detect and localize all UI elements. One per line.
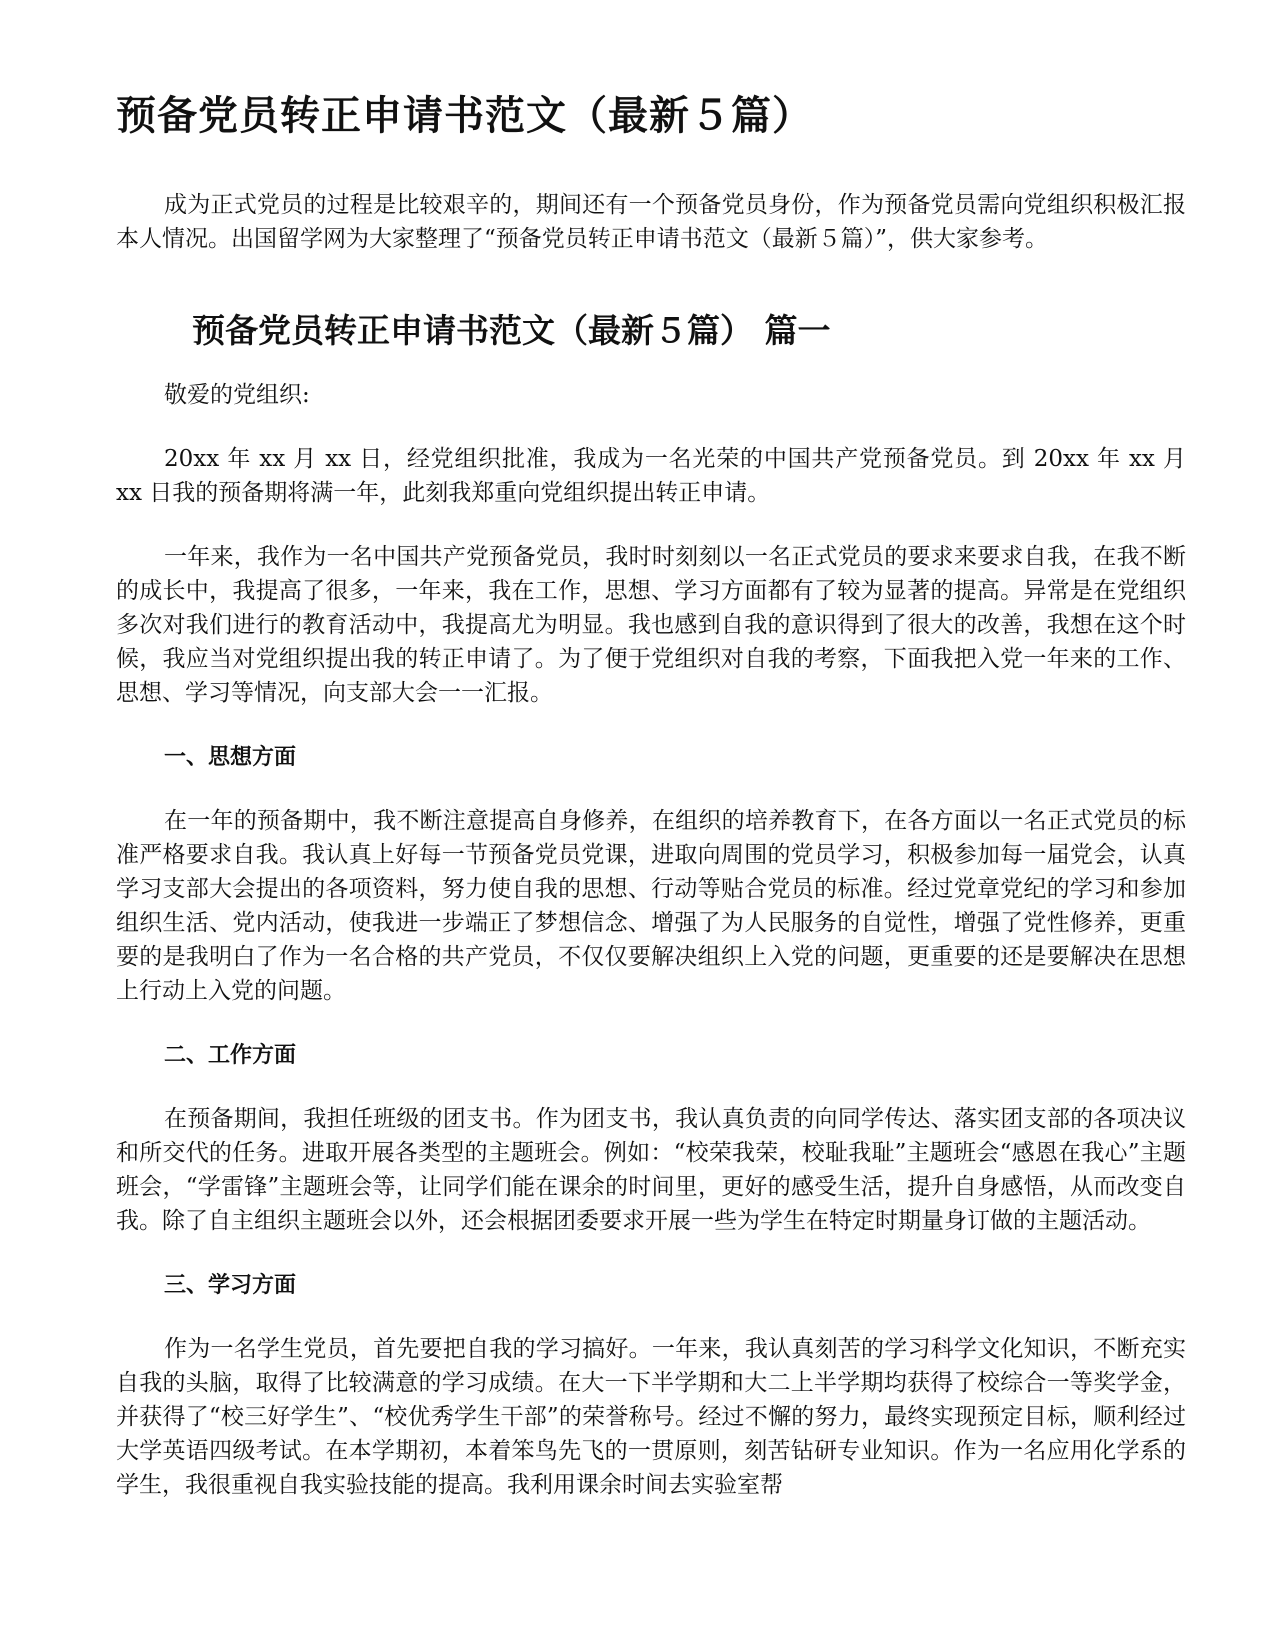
intro-paragraph: 成为正式党员的过程是比较艰辛的，期间还有一个预备党员身份，作为预备党员需向党组织积极汇报本人情况。出国留学网为大家整理了“预备党员转正申请书范文（最新５篇）”，供大家参考。 — [116, 192, 1186, 252]
body-paragraph: 在一年的预备期中，我不断注意提高自身修养，在组织的培养教育下，在各方面以一名正式党员的标准严格要求自我。我认真上好每一节预备党员党课，进取向周围的党员学习，积极参加每一届党会，认真学习支部大会提出的各项资料，努力使自我的思想、行动等贴合党员的标准。经过党章党纪的学习和参加组织生活、党内活动，使我进一步端正了梦想信念、增强了为人民服务的自觉性，增强了党性修养，更重要的是我明白了作为一名合格的共产党员，不仅仅要解决组织上入党的问题，更重要的还是要解决在思想上行动上入党的问题。 — [116, 808, 1186, 1004]
subheading-thought: 一、思想方面 — [164, 744, 297, 770]
body-paragraph: 作为一名学生党员，首先要把自我的学习搞好。一年来，我认真刻苦的学习科学文化知识，不断充实自我的头脑，取得了比较满意的学习成绩。在大一下半学期和大二上半学期均获得了校综合一等奖学金，并获得了“校三好学生”、“校优秀学生干部”的荣誉称号。经过不懈的努力，最终实现预定目标，顺利经过大学英语四级考试。在本学期初，本着笨鸟先飞的一贯原则，刻苦钻研专业知识。作为一名应用化学系的学生，我很重视自我实验技能的提高。我利用课余时间去实验室帮 — [116, 1336, 1186, 1498]
salutation: 敬爱的党组织: — [164, 382, 310, 408]
body-paragraph: 20xx 年 xx 月 xx 日，经党组织批准，我成为一名光荣的中国共产党预备党员。到 20xx 年 xx 月 xx 日我的预备期将满一年，此刻我郑重向党组织提出转正申请。 — [116, 446, 1186, 506]
body-paragraph: 在预备期间，我担任班级的团支书。作为团支书，我认真负责的向同学传达、落实团支部的各项决议和所交代的任务。进取开展各类型的主题班会。例如：“校荣我荣，校耻我耻”主题班会“感恩在我心”主题班会，“学雷锋”主题班会等，让同学们能在课余的时间里，更好的感受生活，提升自身感悟，从而改变自我。除了自主组织主题班会以外，还会根据团委要求开展一些为学生在特定时期量身订做的主题活动。 — [116, 1106, 1186, 1234]
document-page — [116, 84, 1186, 1502]
document-title: 预备党员转正申请书范文（最新５篇） — [116, 92, 813, 139]
body-paragraph: 一年来，我作为一名中国共产党预备党员，我时时刻刻以一名正式党员的要求来要求自我，在我不断的成长中，我提高了很多，一年来，我在工作，思想、学习方面都有了较为显著的提高。异常是在党组织多次对我们进行的教育活动中，我提高尤为明显。我也感到自我的意识得到了很大的改善，我想在这个时候，我应当对党组织提出我的转正申请了。为了便于党组织对自我的考察，下面我把入党一年来的工作、思想、学习等情况，向支部大会一一汇报。 — [116, 544, 1186, 706]
subheading-study: 三、学习方面 — [164, 1272, 297, 1298]
section-title: 预备党员转正申请书范文（最新５篇） 篇一 — [192, 311, 831, 350]
subheading-work: 二、工作方面 — [164, 1042, 297, 1068]
